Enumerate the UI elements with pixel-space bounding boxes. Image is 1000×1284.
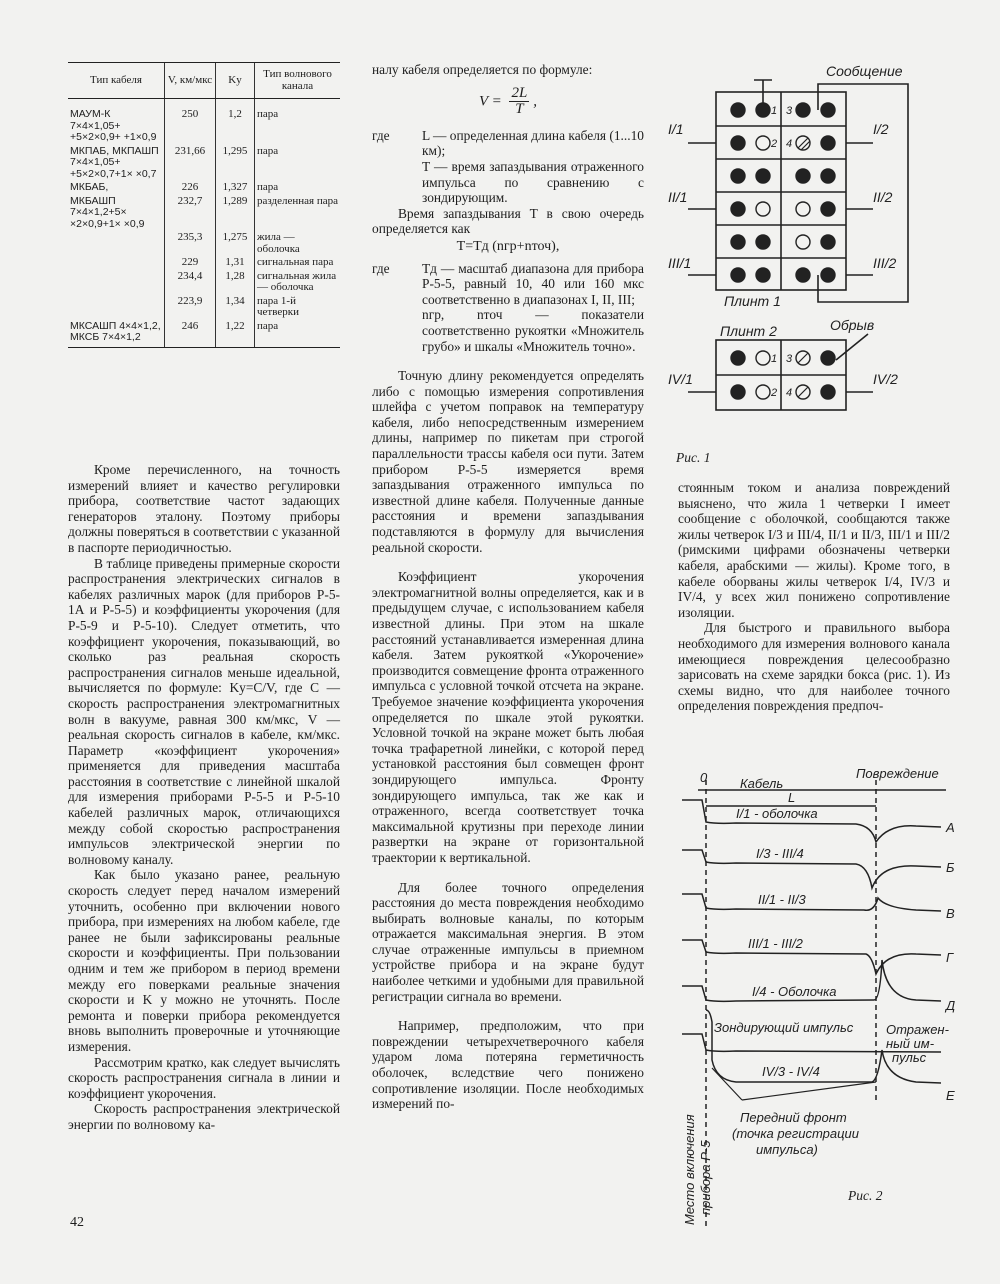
paragraph: Для более точного определения расстояния до места повреждения необходимо выбирать волновые каналы, по которым отражается максимальная энергия. В этом случае отраженные импульсы в приемном устройстве прибора и на экране будут наиболее четкими и удобными для правильной регистрации сигнала во времени.: [372, 879, 644, 1004]
paragraph: Рассмотрим кратко, как следует вычислять скорость распространения сигнала в линии и коэффициент укорочения.: [68, 1054, 340, 1101]
label-plint-1: Плинт 1: [724, 293, 781, 309]
table-cell-kind: МКПАБ, МКПАШП 7×4×1,05+ +5×2×0,7+1× ×0,7: [70, 144, 159, 180]
def-label: где: [372, 127, 390, 143]
paragraph: Время запаздывания T в свою очередь определяется как: [372, 205, 644, 237]
label-break: Обрыв: [830, 317, 875, 333]
table-cell-kind: МКБАБ,: [70, 181, 109, 193]
table-cell-v: 226: [165, 181, 216, 195]
table-cell-channel: пара 1-й четверки: [255, 295, 341, 320]
label-front: импульса): [756, 1142, 818, 1157]
table-cell-channel: разделенная пара: [255, 195, 341, 232]
trace-letter: Г: [946, 950, 954, 965]
table-cell-k: 1,31: [216, 256, 255, 270]
figure-1-caption: Рис. 1: [676, 450, 711, 465]
contact-number: 2: [771, 138, 778, 150]
label-left: III/1: [668, 255, 692, 271]
label-probe: Зондирующий импульс: [714, 1020, 854, 1035]
label-left: IV/1: [668, 371, 693, 387]
label-device: Место включения: [682, 1114, 697, 1225]
paragraph: Скорость распространения электрической энергии по волновому ка-: [68, 1101, 340, 1132]
text-column-1: [68, 462, 340, 1133]
table-cell-kind: [68, 256, 165, 270]
table-cell-channel: пара: [255, 320, 341, 348]
table-row: [68, 295, 340, 320]
label-reflected: пульс: [892, 1050, 927, 1065]
table-row: [68, 231, 340, 256]
contact-number: 4: [786, 138, 793, 150]
label-message: Сообщение: [826, 63, 903, 79]
label-left: I/1: [668, 121, 684, 137]
table-cell-kind: МКСАШП 4×4×1,2, МКСБ 7×4×1,2: [68, 320, 165, 348]
trace-letter: А: [946, 820, 955, 835]
th-cable-type: Тип кабеля: [68, 63, 165, 99]
table-cell-v: 223,9: [165, 295, 216, 320]
formula-numerator: 2L: [511, 84, 528, 101]
table-row: [68, 270, 340, 295]
figure-1-box-scheme: [668, 62, 958, 457]
figure-2-caption: Рис. 2: [848, 1188, 883, 1203]
contact-number: 3: [786, 105, 793, 117]
label-damage: Повреждение: [856, 766, 939, 781]
trace-label: I/4 - Оболочка: [752, 984, 837, 999]
table-cell-channel: сигнальная пара: [255, 256, 341, 270]
def-text: T — время запаздывания отраженного импульса по сравнению с зондирующим.: [422, 158, 644, 206]
label-right: III/2: [873, 255, 897, 271]
trace-label: IV/3 - IV/4: [762, 1064, 820, 1079]
table-cell-v: 246: [165, 320, 216, 348]
trace-label: III/1 - III/2: [748, 936, 803, 951]
table-cell-channel: пара: [255, 99, 341, 145]
paragraph: Кроме перечисленного, на точность измерений влияет и качество регулировки прибора, соответствие частот задающих генераторов эталону. Поэтому приборы должны поверяться в соответствии с указанной в паспорте периодичностью.: [68, 462, 340, 555]
label-right: I/2: [873, 121, 889, 137]
def-label: где: [372, 260, 390, 276]
table-row: [68, 256, 340, 270]
definition: [372, 261, 644, 308]
table-cell-channel: пара: [255, 181, 341, 195]
formula-denominator: T: [515, 101, 524, 118]
table-cell-k: 1,34: [216, 295, 255, 320]
definition: [372, 159, 644, 206]
paragraph: налу кабеля определяется по формуле:: [372, 62, 593, 77]
contact-number: 2: [771, 387, 778, 399]
label-right: II/2: [873, 189, 893, 205]
formula-fraction: [509, 86, 529, 118]
table-row: [68, 99, 340, 145]
contact-number: 3: [786, 353, 793, 365]
label-zero: 0: [700, 770, 708, 785]
text-column-2: [372, 62, 644, 1112]
label-length: L: [788, 790, 796, 805]
trace-label: I/3 - III/4: [756, 846, 804, 861]
table-cell-k: 1,295: [216, 145, 255, 182]
label-device: прибора Р-5: [698, 1140, 713, 1215]
table-cell-v: 235,3: [165, 231, 216, 256]
cable-speed-table: [68, 62, 340, 348]
table-cell-k: 1,327: [216, 181, 255, 195]
formula-delay: T=Tд (nгр+nточ),: [456, 238, 560, 254]
table-row: [68, 181, 340, 195]
label-front: (точка регистрации: [732, 1126, 860, 1141]
trace-letter: Д: [946, 998, 956, 1013]
table-cell-k: 1,22: [216, 320, 255, 348]
trace-letter: Е: [946, 1088, 955, 1103]
table-cell-kind: [68, 295, 165, 320]
table-row: [68, 320, 340, 348]
label-right: IV/2: [873, 371, 898, 387]
definition: nгр, nточ — показатели соответственно рукоятки «Множитель грубо» и шкалы «Множитель точно».: [422, 307, 644, 354]
table-header-row: [68, 63, 340, 99]
th-channel-type: Тип волнового канала: [255, 63, 341, 99]
paragraph: Коэффициент укорочения электромагнитной волны определяется, как и в предыдущем случае, с использованием кабеля известной длины. При этом на шкале расстояний устанавливается измеренная длина кабеля. Затем рукояткой «Укорочение» производится совмещение фронта отраженного импульса с условной точкой отсчета на экране. Требуемое значение коэффициента укорочения определяется по шкале этой рукоятки. Условной точкой на экране может быть любая точка трафаретной линейки, с которой перед установкой расстояния был совмещен фронт зондирующего импульса. Фронту зондирующего импульса, так же как и отраженного, всегда соответствует точка максимальной крутизны при переходе линии развертки на экране от горизонтальной траектории к вертикальной.: [372, 569, 644, 865]
table-row: [68, 145, 340, 182]
label-reflected: ный им-: [886, 1036, 935, 1051]
table-cell-v: 231,66: [165, 145, 216, 182]
paragraph: Как было указано ранее, реальную скорость следует перед началом измерений уточнить, особенно при включении нового прибора, при измерениях на любом кабеле, где ранее не были зафиксированы реальные скорости и коэффициенты. При пользовании одним и тем же прибором в период времени между его поверками реальные значения скорости и K у можно не уточнять. После ремонта и поверки прибора рекомендуется вновь выполнить проверочные и уточняющие измерения.: [68, 867, 340, 1054]
paragraph: стоянным током и анализа повреждений выяснено, что жила 1 четверки I имеет сообщение с оболочкой, сообщаются также жилы четверок I/3 и III/4, II/1 и II/3, III/1 и III/2 (римскими цифрами обозначены четверки кабеля, арабскими — жилы). Кроме того, в кабеле оборваны жилы четверок I/4, IV/3 и IV/4, у всех жил понижено сопротивление изоляции.: [678, 480, 950, 620]
table-row: [68, 195, 340, 232]
def-text: Tд — масштаб диапазона для прибора Р-5-5, равный 10, 40 или 160 мкс соответственно в диапазонах I, II, III;: [422, 260, 644, 307]
table-cell-k: 1,2: [216, 99, 255, 145]
table-cell-v: 234,4: [165, 270, 216, 295]
formula-lhs: V =: [478, 93, 502, 110]
table-cell-channel: сигнальная жила — оболочка: [255, 270, 341, 295]
th-speed: V, км/мкс: [165, 63, 216, 99]
trace-letter: Б: [946, 860, 955, 875]
table-cell-kind: МАУМ-К 7×4×1,05+ +5×2×0,9+ +1×0,9: [70, 108, 157, 143]
formula-tail: ,: [533, 93, 538, 110]
contact-number: 1: [771, 105, 778, 117]
contact-number: 4: [786, 387, 793, 399]
table-cell-k: 1,28: [216, 270, 255, 295]
table-cell-kind: МКБАШП 7×4×1,2+5× ×2×0,9+1× ×0,9: [70, 194, 145, 230]
table-cell-v: 232,7: [165, 195, 216, 232]
th-coefficient: Kу: [216, 63, 255, 99]
trace-label: II/1 - II/3: [758, 892, 806, 907]
label-front: Передний фронт: [740, 1110, 847, 1125]
table-cell-channel: пара: [255, 145, 341, 182]
page-number: 42: [70, 1215, 84, 1230]
paragraph: Для быстрого и правильного выбора необходимого для измерения волнового канала имеющиеся повреждения целесообразно зарисовать на схеме зарядки бокса (рис. 1). Из схемы видно, что для наиболее точного определения повреждения предпоч-: [678, 620, 950, 714]
formula-speed: [372, 86, 644, 118]
table-cell-kind: [68, 231, 165, 256]
paragraph: В таблице приведены примерные скорости распространения электрических сигналов в кабелях различных марок (для приборов Р-5-1А и Р-5-5) и коэффициенты укорочения (для Р-5-9 и Р-5-10). Следует отметить, что коэффициент укорочения, показывающий, во сколько раз реальная скорость распространения сигналов меньше идеальной, вычисляется по формуле: Kу=C/V, где C — скорость распространения электромагнитных волн в вакууме, равная 300 км/мкс, V — реальная скорость сигналов в кабеле, км/мкс. Параметр «коэффициент укорочения» применяется для приведения масштаба расстояния в соответствие с линейной шкалой для измерения приборами Р-5-5 и Р-5-10 кабелей различных марок, отличающихся между собой скоростью распространения импульсов электрической энергии по волновому каналу.: [68, 555, 340, 867]
trace-label: I/1 - оболочка: [736, 806, 818, 821]
table-body: [68, 99, 340, 348]
table-cell-v: 250: [165, 99, 216, 145]
paragraph: Например, предположим, что при повреждении четырехчетверочного кабеля ударом лома потеряна герметичность оболочек, вследствие чего понижено сопротивление изоляции. После необходимых измерений по-: [372, 1018, 644, 1112]
text-column-3: [678, 480, 950, 714]
label-reflected: Отражен-: [886, 1022, 949, 1037]
table-cell-k: 1,289: [216, 195, 255, 232]
def-text: L — определенная длина кабеля (1...10 км);: [422, 127, 644, 159]
figure-2-reflectograms: [676, 760, 966, 1230]
definition: [372, 128, 644, 159]
paragraph: Точную длину рекомендуется определять либо с помощью измерения сопротивления шлейфа с учетом поправок на температуру кабеля, либо непосредственным измерением длины, например по пикетам при строгой параллельности трассы кабеля оси пути. Затем прибором Р-5-5 измеряется время запаздывания отраженного импульса по известной длине кабеля. Полученные данные расстояния и времени запаздывания подставляются в формулу для вычисления реальной скорости.: [372, 368, 644, 555]
table-cell-channel: жила — оболочка: [255, 231, 341, 256]
contact-number: 1: [771, 353, 778, 365]
label-plint-2: Плинт 2: [720, 323, 777, 339]
table-cell-kind: [68, 270, 165, 295]
table-cell-v: 229: [165, 256, 216, 270]
label-left: II/1: [668, 189, 688, 205]
table-cell-k: 1,275: [216, 231, 255, 256]
trace-letter: В: [946, 906, 955, 921]
label-cable: Кабель: [740, 776, 784, 791]
